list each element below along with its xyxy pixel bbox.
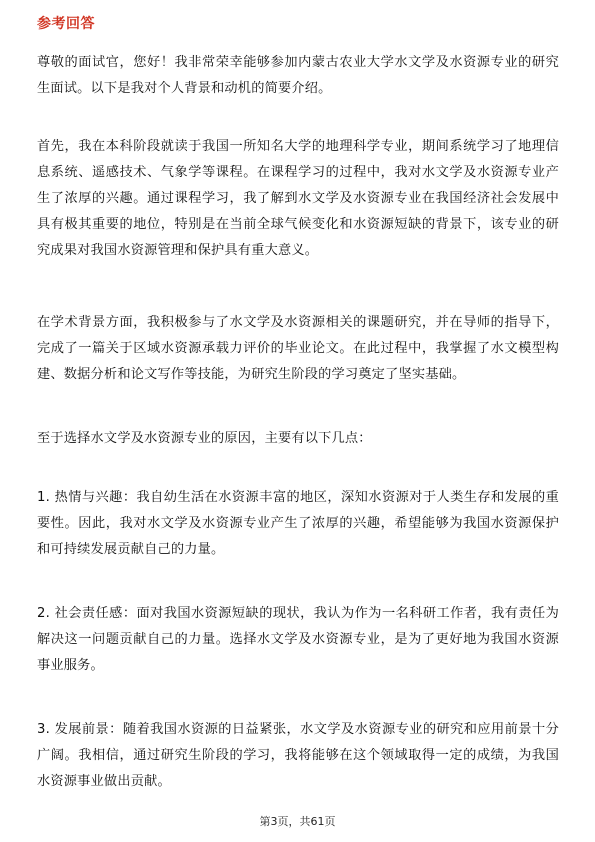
- paragraph-reasons-intro: 至于选择水文学及水资源专业的原因，主要有以下几点：: [37, 431, 372, 446]
- section-heading: 参考回答: [37, 16, 95, 32]
- page-number-footer: 第3页，共61页: [259, 815, 336, 828]
- paragraph-academic-background: 在学术背景方面，我积极参与了水文学及水资源相关的课题研究，并在导师的指导下，完成了一篇关于区域水资源承载力评价的毕业论文。在此过程中，我掌握了水文模型构建、数据分析和论文写作等技能，为研究生阶段的学习奠定了坚实基础。: [37, 315, 559, 382]
- paragraph-reason-passion: 1. 热情与兴趣：我自幼生活在水资源丰富的地区，深知水资源对于人类生存和发展的重要性。因此，我对水文学及水资源专业产生了浓厚的兴趣，希望能够为我国水资源保护和可持续发展贡献自己的力量。: [37, 490, 559, 557]
- paragraph-reason-responsibility: 2. 社会责任感：面对我国水资源短缺的现状，我认为作为一名科研工作者，我有责任为解决这一问题贡献自己的力量。选择水文学及水资源专业，是为了更好地为我国水资源事业服务。: [37, 606, 559, 673]
- paragraph-education: 首先，我在本科阶段就读于我国一所知名大学的地理科学专业，期间系统学习了地理信息系统、遥感技术、气象学等课程。在课程学习的过程中，我对水文学及水资源专业产生了浓厚的兴趣。通过课程学习，我了解到水文学及水资源专业在我国经济社会发展中具有极其重要的地位，特别是在当前全球气候变化和水资源短缺的背景下，该专业的研究成果对我国水资源管理和保护具有重大意义。: [37, 139, 559, 258]
- paragraph-reason-prospects: 3. 发展前景：随着我国水资源的日益紧张，水文学及水资源专业的研究和应用前景十分广阔。我相信，通过研究生阶段的学习，我将能够在这个领域取得一定的成绩，为我国水资源事业做出贡献。: [37, 722, 559, 789]
- paragraph-intro: 尊敬的面试官，您好！我非常荣幸能够参加内蒙古农业大学水文学及水资源专业的研究生面试。以下是我对个人背景和动机的简要介绍。: [37, 55, 559, 96]
